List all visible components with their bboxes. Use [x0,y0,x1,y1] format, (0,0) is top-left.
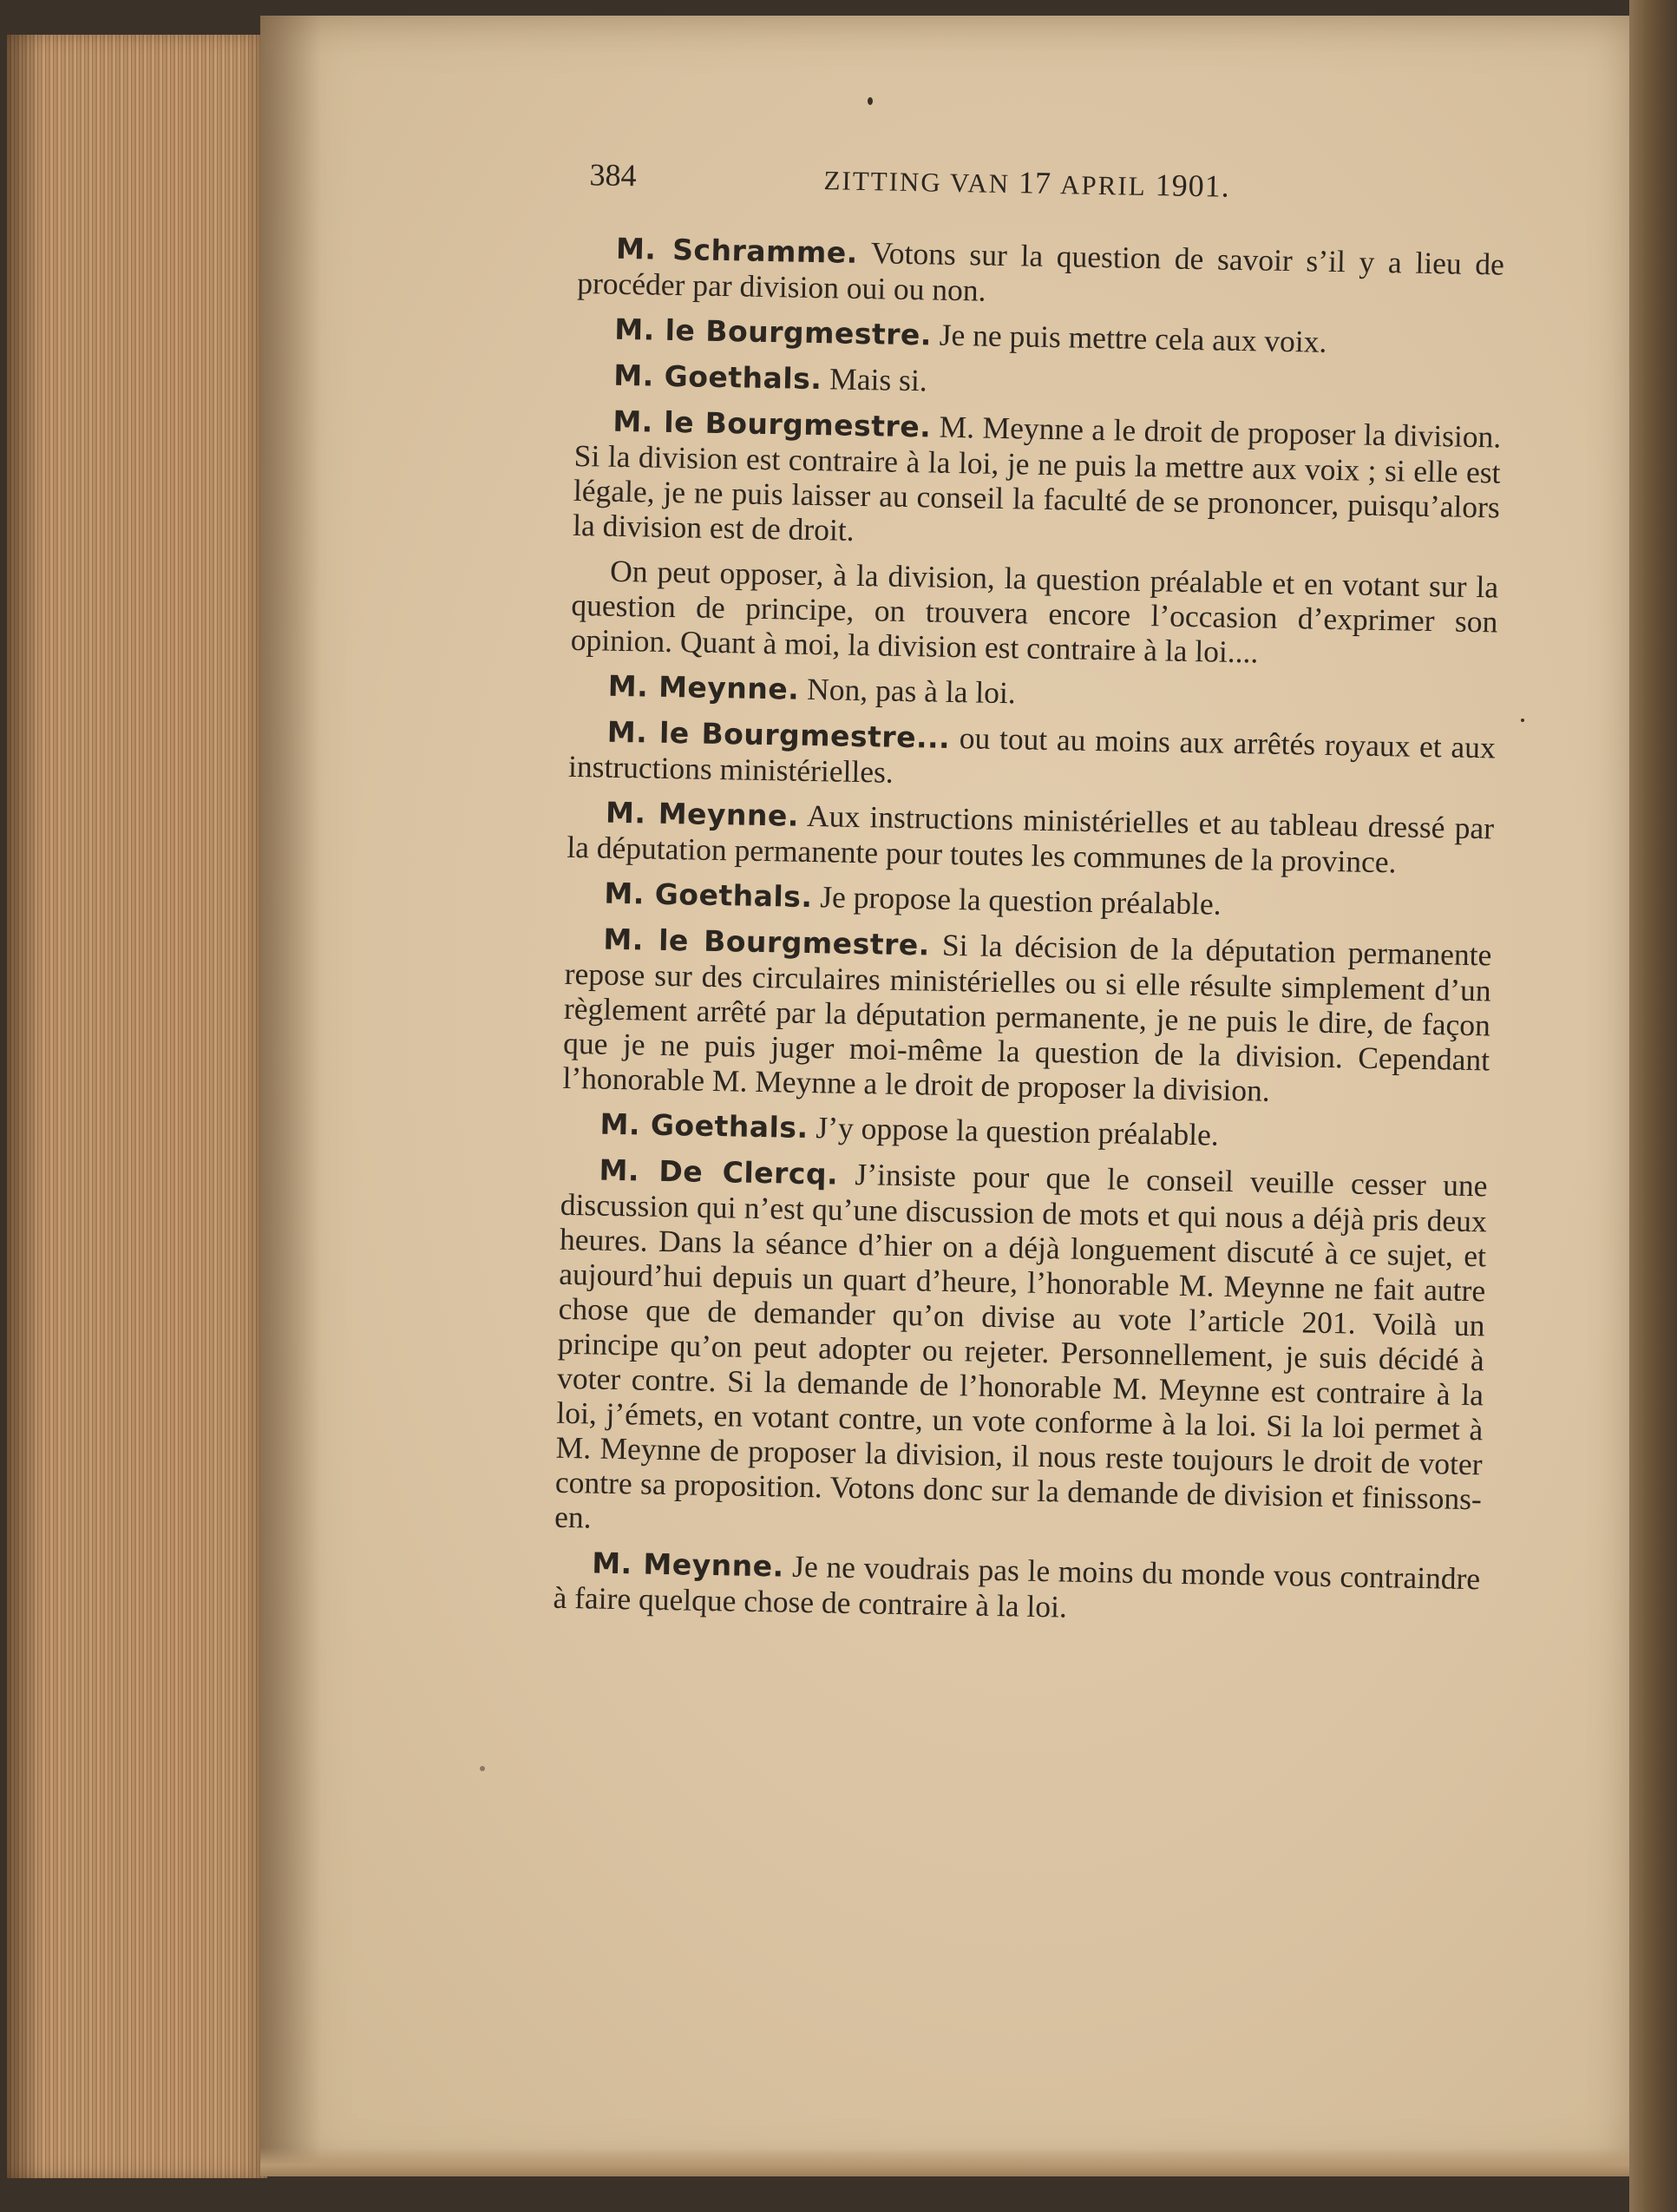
running-title [823,161,1230,205]
running-title-small: ZITTING VAN [823,165,1011,200]
speaker-name: M. Meynne. [607,668,800,706]
paragraph-text: ou tout au moins aux arrêtés royaux et aux instructions ministérielles. [567,720,1497,790]
speaker-name: M. le Bourgmestre. [603,922,931,962]
paragraph-text: Je ne voudrais pas le moins du monde vous contraindre à faire quelque chose de contraire à la loi. [553,1548,1481,1625]
speaker-name: M. le Bourgmestre... [606,714,951,755]
speaker-name: M. Goethals. [613,358,822,397]
paragraph-text: J’insiste pour que le conseil veuille cesser une discussion qui n’est qu’une discussion de mots et qui nous a déjà pris deux heures. Dans la séance d’hier on a déjà longuement discuté à ce sujet, et aujourd’hui depuis un quart d’heure, l’honorable M. Meynne ne fait autre chose que de demander qu’on divise au vote l’article 201. Voilà un principe qu’on peut adopter ou rejeter. Personnellement, je suis décidé à voter contre. Si la demande de l’honorable M. Meynne est contraire à la loi, j’émets, en votant contre, un vote conforme à la loi. Si la loi permet à M. Meynne de proposer la division, il nous reste toujours le droit de voter contre sa proposition. Votons donc sur la demande de division et finissons-en. [554,1157,1488,1535]
page-edges [7,35,267,2178]
speaker-name: M. De Clercq. [599,1152,839,1191]
paragraph [554,1152,1488,1551]
paragraph [570,553,1498,674]
speaker-name: M. le Bourgmestre. [612,404,932,444]
body-text [553,230,1504,1631]
paragraph [577,230,1504,318]
paragraph-text: Mais si. [829,361,928,398]
speaker-name: M. Meynne. [591,1546,784,1584]
paragraph-text: M. Meynne a le droit de proposer la division. Si la division est contraire à la loi, je ne puis la mettre aux voix ; si elle est légale, je ne puis laisser au conseil la faculté de se prononcer, puisqu’alors la division est de droit. [572,409,1502,548]
ink-speck [480,1766,485,1771]
ink-speck [868,97,873,105]
paragraph-text: On peut opposer, à la division, la question préalable et en votant sur la question de principe, on trouvera encore l’occasion d’exprimer son opinion. Quant à moi, la division est contraire à la loi.... [570,553,1499,670]
paragraph-text: Si la décision de la députation permanente repose sur des circulaires ministérielles ou si elle résulte simplement d’un règlement arrêté par la députation permanente, je ne puis le dire, de façon que je ne puis juger moi-même la question de la division. Cependant l’honorable M. Meynne a le droit de proposer la division. [562,927,1492,1108]
paragraph [576,311,1503,364]
paragraph [553,1545,1480,1632]
paragraph-text: Aux instructions ministérielles et au tableau dressé par la députation permanente pour toutes les communes de la province. [567,798,1495,880]
speaker-name: M. Schramme. [615,231,859,270]
running-title-year: 1901. [1155,167,1231,204]
binding-edge [1629,0,1677,2212]
gutter-shadow [260,16,321,2176]
paragraph [568,713,1496,801]
paragraph [569,667,1497,720]
paragraph-text: Non, pas à la loi. [806,671,1017,711]
paragraph [561,1106,1489,1159]
paragraph [567,794,1494,882]
page-number: 384 [589,157,637,194]
paragraph [566,875,1493,928]
running-title-day: 17 [1018,165,1052,200]
paragraph [573,403,1502,560]
ink-speck [1521,719,1524,722]
running-title-month: APRIL [1059,169,1147,201]
text-block [553,156,1506,1642]
paragraph [562,921,1492,1113]
speaker-name: M. Goethals. [599,1106,809,1145]
paragraph [575,357,1503,410]
speaker-name: M. Goethals. [604,876,813,915]
paragraph-text: Je propose la question préalable. [819,879,1222,922]
paragraph-text: J’y oppose la question préalable. [816,1110,1220,1152]
paragraph-text: Je ne puis mettre cela aux voix. [939,317,1327,359]
page-bottom-edge [260,2148,1644,2176]
speaker-name: M. le Bourgmestre. [613,312,933,352]
speaker-name: M. Meynne. [605,795,800,833]
paragraph-text: Votons sur la question de savoir s’il y a lieu de procéder par division oui ou non. [576,235,1505,308]
page-edges-shadow [7,35,42,2178]
